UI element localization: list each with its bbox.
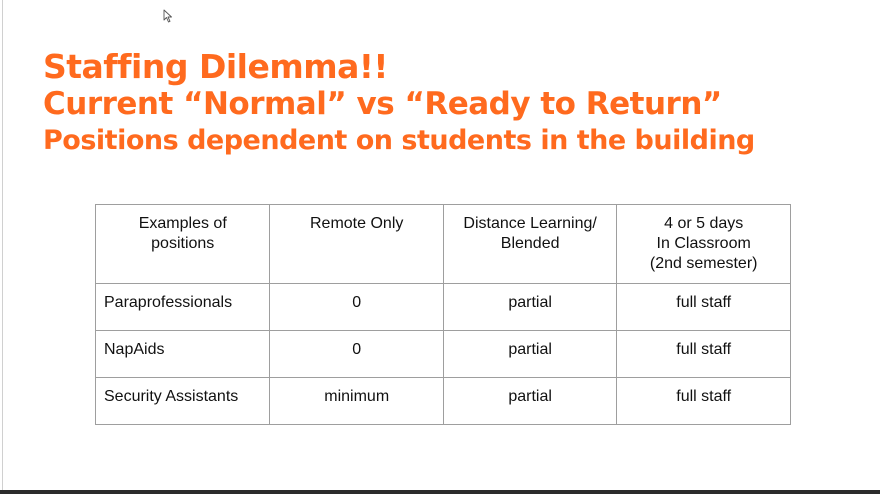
table-cell: minimum — [270, 378, 443, 425]
table-row — [96, 331, 791, 378]
position-name: Security Assistants — [96, 378, 270, 425]
title-line-1: Staffing Dilemma!! — [43, 47, 388, 86]
table-cell: full staff — [617, 284, 791, 331]
title-line-2: Current “Normal” vs “Ready to Return” — [43, 86, 722, 122]
table-cell: partial — [443, 331, 616, 378]
staffing-table — [95, 204, 791, 425]
column-header: Distance Learning/ Blended — [443, 205, 616, 284]
table-header-row — [96, 205, 791, 284]
column-header: Remote Only — [270, 205, 443, 284]
table-cell: partial — [443, 284, 616, 331]
table-cell: partial — [443, 378, 616, 425]
table-row — [96, 284, 791, 331]
position-name: NapAids — [96, 331, 270, 378]
table-row — [96, 378, 791, 425]
bottom-bar — [0, 490, 880, 494]
table-cell: full staff — [617, 331, 791, 378]
mouse-cursor-icon — [163, 9, 173, 23]
slide — [2, 0, 879, 490]
column-header: 4 or 5 days In Classroom (2nd semester) — [617, 205, 791, 284]
table-cell: 0 — [270, 331, 443, 378]
table-cell: full staff — [617, 378, 791, 425]
column-header: Examples of positions — [96, 205, 270, 284]
slide-title — [43, 47, 863, 156]
table-cell: 0 — [270, 284, 443, 331]
title-line-3: Positions dependent on students in the building — [43, 125, 755, 156]
position-name: Paraprofessionals — [96, 284, 270, 331]
